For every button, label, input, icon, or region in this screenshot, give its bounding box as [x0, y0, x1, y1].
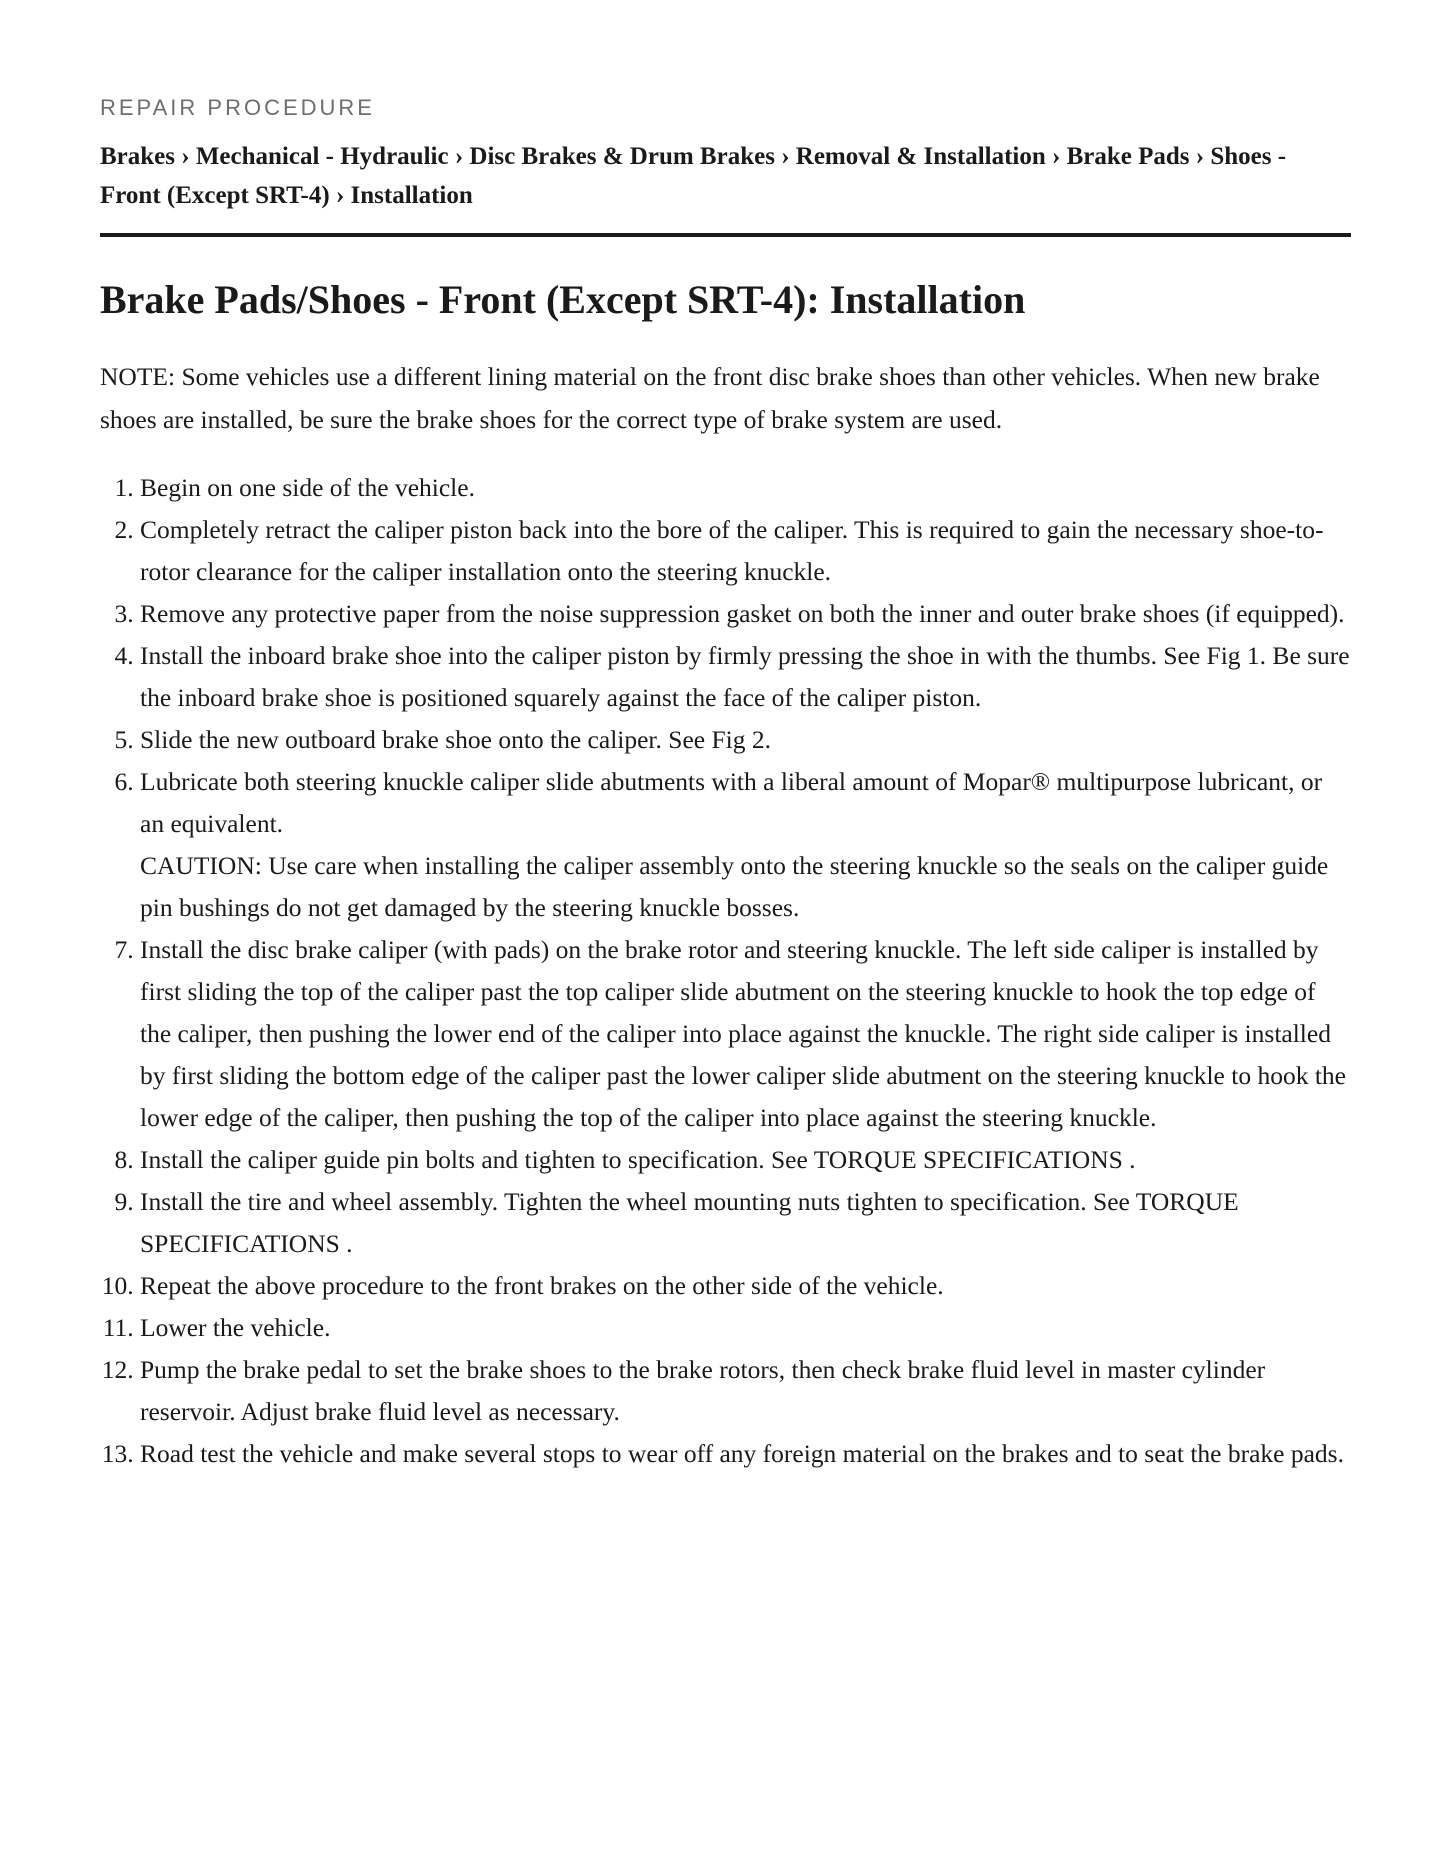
step-text: Slide the new outboard brake shoe onto the caliper. See Fig 2.: [140, 725, 771, 754]
breadcrumb-item[interactable]: Shoes - Front (Except SRT-4): [100, 143, 1287, 209]
step-item: [140, 467, 1351, 509]
breadcrumb-separator: ›: [335, 182, 345, 209]
step-text: Install the disc brake caliper (with pads) on the brake rotor and steering knuckle. The left side caliper is installed by first sliding the top of the caliper past the top caliper slide abutment on the steering knuckle to hook the top edge of the caliper, then pushing the lower end of the caliper into place against the knuckle. The right side caliper is installed by first sliding the bottom edge of the caliper past the lower caliper slide abutment on the steering knuckle to hook the lower edge of the caliper, then pushing the top of the caliper into place against the steering knuckle.: [140, 935, 1346, 1132]
step-text: Install the caliper guide pin bolts and tighten to specification. See TORQUE SPECIFICATIONS .: [140, 1145, 1136, 1174]
caution-text: CAUTION: Use care when installing the caliper assembly onto the steering knuckle so the seals on the caliper guide pin bushings do not get damaged by the steering knuckle bosses.: [140, 851, 1329, 922]
breadcrumb-item[interactable]: Disc Brakes & Drum Brakes: [469, 143, 775, 170]
breadcrumb-item-current: Installation: [350, 182, 473, 209]
step-text: Begin on one side of the vehicle.: [140, 473, 475, 502]
breadcrumb-separator: ›: [181, 143, 190, 170]
step-item: [140, 719, 1351, 761]
step-item: [140, 1307, 1351, 1349]
step-item: [140, 1265, 1351, 1307]
step-text: Road test the vehicle and make several stops to wear off any foreign material on the brakes and to seat the brake pads.: [140, 1439, 1344, 1468]
step-text: Remove any protective paper from the noise suppression gasket on both the inner and outer brake shoes (if equipped).: [140, 599, 1345, 628]
step-text: Repeat the above procedure to the front brakes on the other side of the vehicle.: [140, 1271, 944, 1300]
step-text: Install the tire and wheel assembly. Tighten the wheel mounting nuts tighten to specification. See TORQUE SPECIFICATIONS .: [140, 1187, 1239, 1258]
step-text: Lubricate both steering knuckle caliper slide abutments with a liberal amount of Mopar® multipurpose lubricant, or an equivalent.: [140, 767, 1323, 838]
breadcrumb-separator: ›: [454, 143, 464, 170]
breadcrumb-item[interactable]: Removal & Installation: [795, 143, 1046, 170]
step-text: Completely retract the caliper piston back into the bore of the caliper. This is required to gain the necessary shoe-to-rotor clearance for the caliper installation onto the steering knuckle.: [140, 515, 1324, 586]
step-item: [140, 593, 1351, 635]
section-label: REPAIR PROCEDURE: [100, 95, 375, 120]
step-item: [140, 929, 1351, 1139]
step-item: [140, 761, 1351, 929]
step-item: [140, 1433, 1351, 1475]
note-paragraph: NOTE: Some vehicles use a different lining material on the front disc brake shoes than other vehicles. When new brake shoes are installed, be sure the brake shoes for the correct type of brake system are used.: [100, 362, 1320, 434]
step-item: [140, 635, 1351, 719]
breadcrumb-item[interactable]: Brake Pads: [1066, 143, 1190, 170]
step-item: [140, 1181, 1351, 1265]
step-item: [140, 509, 1351, 593]
page-title: Brake Pads/Shoes - Front (Except SRT-4): Installation: [100, 277, 1026, 322]
breadcrumb-separator: ›: [1195, 143, 1205, 170]
procedure-steps: [100, 467, 1351, 1475]
step-text: Lower the vehicle.: [140, 1313, 331, 1342]
breadcrumb-item[interactable]: Mechanical - Hydraulic: [195, 143, 449, 170]
breadcrumb: [100, 137, 1351, 237]
step-item: [140, 1349, 1351, 1433]
breadcrumb-separator: ›: [781, 143, 790, 170]
breadcrumb-item[interactable]: Brakes: [100, 143, 175, 170]
step-text: Install the inboard brake shoe into the caliper piston by firmly pressing the shoe in with the thumbs. See Fig 1. Be sure the inboard brake shoe is positioned squarely against the face of the caliper piston.: [140, 641, 1350, 712]
step-text: Pump the brake pedal to set the brake shoes to the brake rotors, then check brake fluid level in master cylinder reservoir. Adjust brake fluid level as necessary.: [140, 1355, 1266, 1426]
breadcrumb-separator: ›: [1052, 143, 1061, 170]
step-item: [140, 1139, 1351, 1181]
